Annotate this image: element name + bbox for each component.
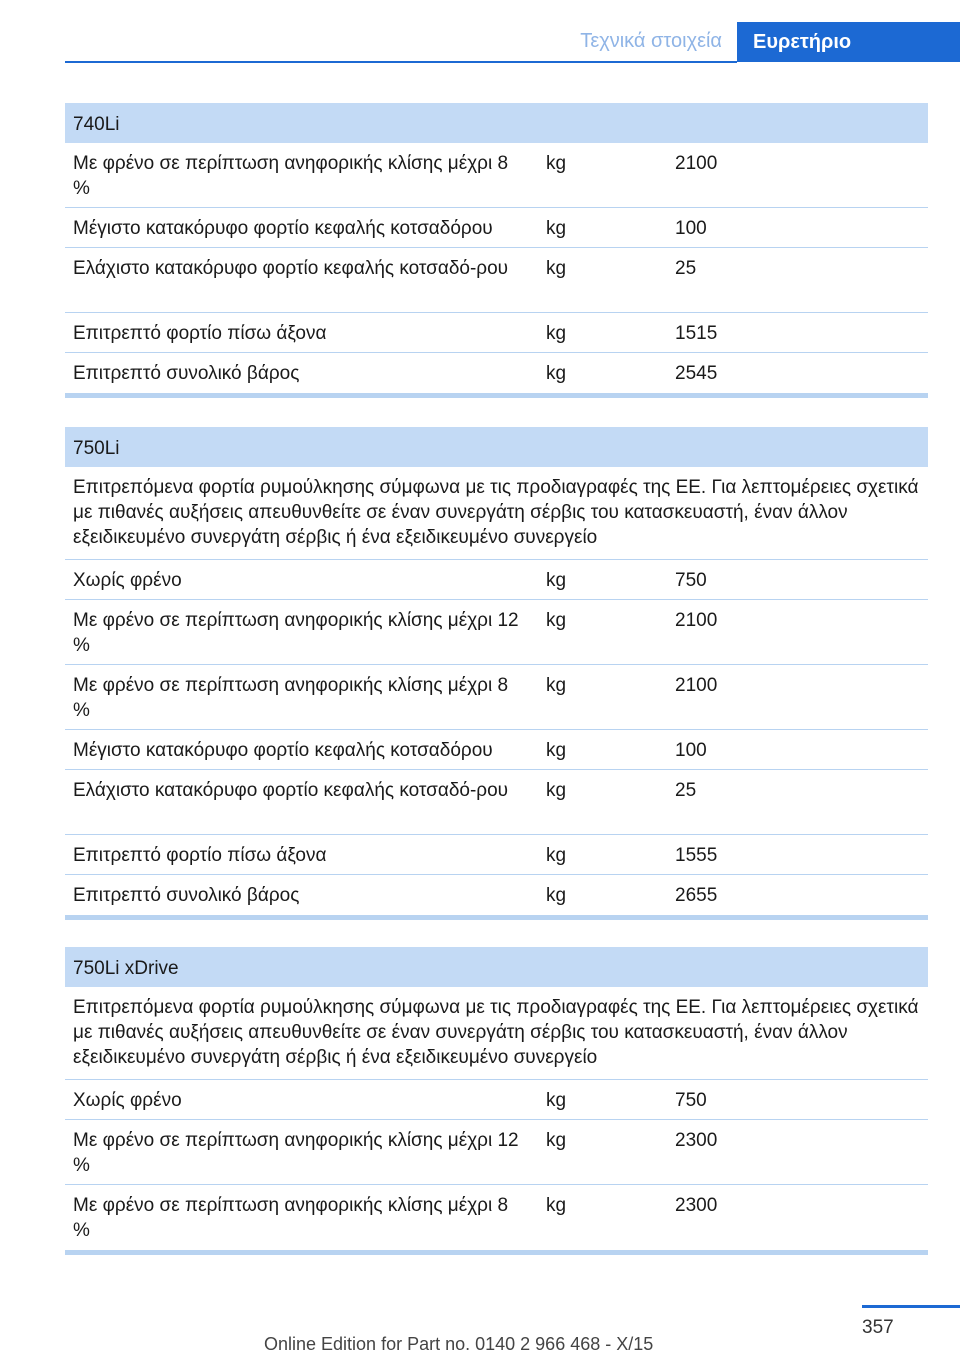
table-note: Επιτρεπόμενα φορτία ρυμούλκησης σύμφωνα με τις προδιαγραφές της ΕΕ. Για λεπτομέρειες σχετικά με πιθανές αυξήσεις απευθυνθείτε σε έναν συνεργάτη σέρβις του κατασκευαστή, έναν άλλον εξειδικευμένο συνεργάτη σέρβις ή ένα εξειδικευμένο συνεργείο xyxy=(65,467,928,560)
table-row xyxy=(65,600,928,665)
row-value: 2100 xyxy=(675,675,718,696)
row-value: 2100 xyxy=(675,610,718,631)
section-title[interactable]: Τεχνικά στοιχεία xyxy=(580,30,722,52)
row-label: Μέγιστο κατακόρυφο φορτίο κεφαλής κοτσαδόρου xyxy=(73,740,493,761)
row-label: Ελάχιστο κατακόρυφο φορτίο κεφαλής κοτσαδό‐ρου xyxy=(73,258,509,279)
table-row xyxy=(65,560,928,600)
row-label: Με φρένο σε περίπτωση ανηφορικής κλίσης μέχρι 8 % xyxy=(73,1195,509,1241)
row-label: Με φρένο σε περίπτωση ανηφορικής κλίσης μέχρι 8 % xyxy=(73,153,509,199)
table-row xyxy=(65,875,928,915)
row-unit: kg xyxy=(546,323,567,344)
row-label: Επιτρεπτό συνολικό βάρος xyxy=(73,885,300,906)
row-label: Επιτρεπτό φορτίο πίσω άξονα xyxy=(73,845,327,866)
row-unit: kg xyxy=(546,1195,567,1216)
row-unit: kg xyxy=(546,570,567,591)
row-unit: kg xyxy=(546,153,567,174)
row-value: 100 xyxy=(675,740,707,761)
spec-table-750li-xdrive xyxy=(65,947,928,1255)
table-row xyxy=(65,143,928,208)
row-unit: kg xyxy=(546,218,567,239)
row-label: Ελάχιστο κατακόρυφο φορτίο κεφαλής κοτσαδό‐ρου xyxy=(73,780,509,801)
row-unit: kg xyxy=(546,780,567,801)
table-row xyxy=(65,730,928,770)
table-end-rule xyxy=(65,1250,928,1255)
row-unit: kg xyxy=(546,1090,567,1111)
table-end-rule xyxy=(65,393,928,398)
table-row xyxy=(65,665,928,730)
row-label: Χωρίς φρένο xyxy=(73,570,182,591)
row-value: 750 xyxy=(675,1090,707,1111)
index-tab[interactable]: Ευρετήριο xyxy=(737,22,960,62)
row-value: 2300 xyxy=(675,1130,718,1151)
page-header xyxy=(0,0,960,62)
row-unit: kg xyxy=(546,845,567,866)
row-label: Χωρίς φρένο xyxy=(73,1090,182,1111)
row-label: Με φρένο σε περίπτωση ανηφορικής κλίσης μέχρι 12 % xyxy=(73,1130,519,1176)
row-unit: kg xyxy=(546,258,567,279)
row-unit: kg xyxy=(546,1130,567,1151)
row-value: 2545 xyxy=(675,363,718,384)
row-unit: kg xyxy=(546,740,567,761)
table-row xyxy=(65,313,928,353)
table-row xyxy=(65,208,928,248)
row-label: Με φρένο σε περίπτωση ανηφορικής κλίσης μέχρι 8 % xyxy=(73,675,509,721)
row-value: 2100 xyxy=(675,153,718,174)
row-unit: kg xyxy=(546,610,567,631)
row-value: 1515 xyxy=(675,323,718,344)
spec-table-740li xyxy=(65,103,928,398)
row-value: 750 xyxy=(675,570,707,591)
table-row xyxy=(65,1120,928,1185)
row-label: Με φρένο σε περίπτωση ανηφορικής κλίσης μέχρι 12 % xyxy=(73,610,519,656)
row-value: 25 xyxy=(675,780,697,801)
table-row xyxy=(65,353,928,393)
row-value: 2300 xyxy=(675,1195,718,1216)
footer-edition: Online Edition for Part no. 0140 2 966 468 - X/15 xyxy=(264,1334,654,1354)
row-label: Επιτρεπτό φορτίο πίσω άξονα xyxy=(73,323,327,344)
table-title: 740Li xyxy=(65,103,928,143)
row-value: 25 xyxy=(675,258,697,279)
table-row xyxy=(65,770,928,835)
table-row xyxy=(65,248,928,313)
row-value: 2655 xyxy=(675,885,718,906)
page-number: 357 xyxy=(862,1317,894,1338)
row-unit: kg xyxy=(546,675,567,696)
spec-table-750li xyxy=(65,427,928,920)
table-note: Επιτρεπόμενα φορτία ρυμούλκησης σύμφωνα με τις προδιαγραφές της ΕΕ. Για λεπτομέρειες σχετικά με πιθανές αυξήσεις απευθυνθείτε σε έναν συνεργάτη σέρβις του κατασκευαστή, έναν άλλον εξειδικευμένο συνεργάτη σέρβις ή ένα εξειδικευμένο συνεργείο xyxy=(65,987,928,1080)
row-value: 100 xyxy=(675,218,707,239)
table-title: 750Li xyxy=(65,427,928,467)
table-end-rule xyxy=(65,915,928,920)
page-number-rule xyxy=(862,1305,960,1308)
header-rule xyxy=(65,61,737,63)
table-row xyxy=(65,1185,928,1250)
row-label: Μέγιστο κατακόρυφο φορτίο κεφαλής κοτσαδόρου xyxy=(73,218,493,239)
table-title: 750Li xDrive xyxy=(65,947,928,987)
row-label: Επιτρεπτό συνολικό βάρος xyxy=(73,363,300,384)
row-value: 1555 xyxy=(675,845,718,866)
table-row xyxy=(65,835,928,875)
row-unit: kg xyxy=(546,885,567,906)
table-row xyxy=(65,1080,928,1120)
row-unit: kg xyxy=(546,363,567,384)
